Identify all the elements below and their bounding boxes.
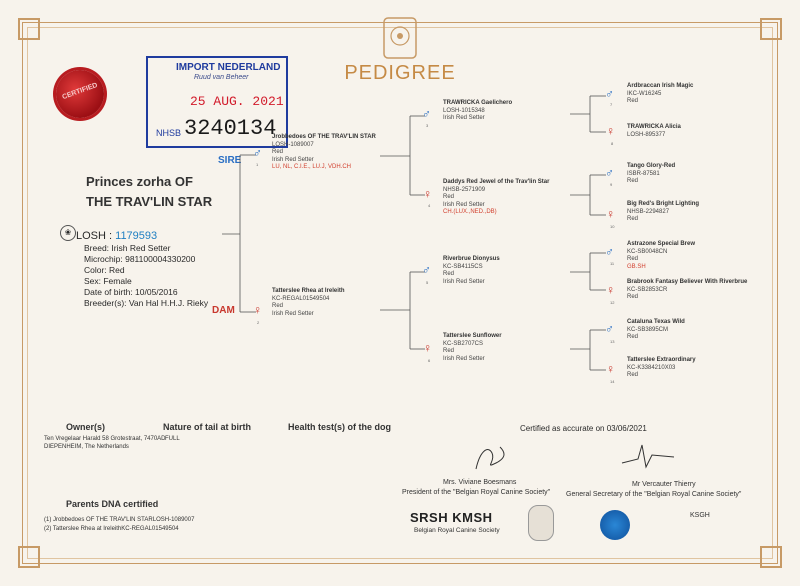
owner-text: Ten Vregelaar Harald 58 Grotestraat, 7470AD DIEPENHEIM, The Netherlands xyxy=(44,436,166,450)
ancestor-reg: LOSH-895377 xyxy=(627,131,666,138)
ancestor-color: Red xyxy=(627,98,639,104)
tail-header: Nature of tail at birth xyxy=(163,422,252,432)
stamp-number: 3240134 xyxy=(184,116,277,141)
ancestor-name: Brabrook Fantasy Believer With Riverbrue xyxy=(627,279,748,285)
ancestor-reg: LOSH-1015348 xyxy=(443,107,485,114)
male-icon: ♂ xyxy=(605,87,614,101)
ancestor-name: Big Red's Bright Lighting xyxy=(627,201,700,207)
sig2-name: Mr Vercauter Thierry xyxy=(632,481,696,488)
ancestor-name: Cataluna Texas Wild xyxy=(627,319,685,325)
ancestor-reg: KC-SB2707CS xyxy=(443,340,484,347)
date-of-birth: Date of birth: 10/05/2016 xyxy=(84,287,178,297)
sex: Sex: Female xyxy=(84,276,132,286)
ancestor-reg: NHSB-2571909 xyxy=(443,186,486,193)
ancestor-color: Red xyxy=(627,216,639,222)
tail-value: FULL xyxy=(165,436,180,442)
male-icon: ♂ xyxy=(605,322,614,336)
ancestor-index: 13 xyxy=(610,339,615,344)
sig1-name: Mrs. Viviane Boesmans xyxy=(443,479,517,486)
ancestor-entry xyxy=(443,179,573,217)
female-icon: ♀ xyxy=(253,303,262,317)
ksgh-logo: KSGH xyxy=(690,512,710,519)
ancestor-name: Daddys Red Jewel of the Trav'lin Star xyxy=(443,179,550,185)
ancestor-color: Red xyxy=(443,194,455,200)
seal-text: CERTIFIED xyxy=(61,81,99,102)
ancestor-titles: CH.(LUX.,NED.,DB) xyxy=(443,209,497,215)
female-icon: ♀ xyxy=(423,187,432,201)
sire-entry xyxy=(272,134,392,172)
srsh-kmsh-logo: SRSH KMSH xyxy=(410,510,493,525)
ancestor-color: Red xyxy=(443,271,455,277)
signature-secretary xyxy=(618,441,678,475)
ancestor-color: Red xyxy=(627,294,639,300)
ancestor-entry xyxy=(627,241,777,271)
breed: Breed: Irish Red Setter xyxy=(84,243,171,253)
ancestor-breed: Irish Red Setter xyxy=(443,201,485,208)
ancestor-name: Tango Glory-Red xyxy=(627,163,676,169)
ancestor-index: 7 xyxy=(610,102,613,107)
ancestor-color: Red xyxy=(627,334,639,340)
ancestor-index: 9 xyxy=(610,182,613,187)
signature-president xyxy=(470,443,510,473)
male-icon: ♂ xyxy=(605,245,614,259)
dog-name: Princes zorha OF THE TRAV'LIN STAR xyxy=(86,174,213,209)
ancestor-name: Tatterslee Rhea at Ireleith xyxy=(272,288,345,294)
ancestor-index: 14 xyxy=(610,379,615,384)
ancestor-index: 6 xyxy=(428,358,431,363)
certified-date: 03/06/2021 xyxy=(606,424,647,433)
ancestor-entry xyxy=(443,100,573,123)
stamp-title: IMPORT NEDERLAND xyxy=(176,62,281,73)
ancestor-reg: NHSB-2294827 xyxy=(627,208,670,215)
ancestor-name: Astrazone Special Brew xyxy=(627,241,696,247)
male-icon: ♂ xyxy=(422,263,431,277)
ancestor-breed: Irish Red Setter xyxy=(443,278,485,285)
owner-header: Owner(s) xyxy=(66,422,106,432)
microchip: Microchip: 981100004330200 xyxy=(84,254,196,264)
ancestor-index: 10 xyxy=(610,224,615,229)
ancestor-name: TRAWRICKA Gaelichero xyxy=(443,100,513,106)
ancestor-reg: KC-SB3895CM xyxy=(627,326,669,333)
male-icon: ♂ xyxy=(253,146,262,160)
dna-parent-2: (2) Tatterslee Rhea at IreleithKC-REGAL01549504 xyxy=(44,526,179,532)
stamp-signature: Ruud van Beheer xyxy=(194,74,249,81)
ancestor-name: Jrobbedoes OF THE TRAV'LIN STAR xyxy=(272,134,376,140)
sig2-title: General Secretary of the "Belgian Royal Canine Society" xyxy=(566,491,742,498)
sire-label: SIRE xyxy=(218,155,242,166)
ancestor-entry xyxy=(627,163,777,186)
ancestor-color: Red xyxy=(627,178,639,184)
dna-header: Parents DNA certified xyxy=(66,499,159,509)
ancestor-name: TRAWRICKA Alicia xyxy=(627,124,681,130)
ancestor-titles: LU, NL, C.I.E., LU.J, VDH.CH xyxy=(272,164,352,170)
ancestor-color: Red xyxy=(443,348,455,354)
ancestor-entry xyxy=(627,319,777,342)
srsh-subtitle: Belgian Royal Canine Society xyxy=(414,527,500,534)
female-icon: ♀ xyxy=(423,341,432,355)
ancestor-name: Tatterslee Extraordinary xyxy=(627,357,696,363)
ancestor-color: Red xyxy=(272,303,284,309)
ancestor-reg: KC-SB4115CS xyxy=(443,263,483,270)
ancestor-reg: KC-REGAL01549504 xyxy=(272,295,330,302)
ancestor-reg: KC-SB2853CR xyxy=(627,286,668,293)
certified-text: Certified as accurate on xyxy=(520,424,605,433)
ancestor-index: 2 xyxy=(257,320,260,325)
male-icon: ♂ xyxy=(422,107,431,121)
ancestor-entry xyxy=(627,201,777,224)
ancestor-reg: KC-K3384210X03 xyxy=(627,364,676,371)
ancestor-index: 12 xyxy=(610,300,615,305)
female-icon: ♀ xyxy=(606,124,615,138)
ancestor-breed: Irish Red Setter xyxy=(443,355,485,362)
ancestor-entry xyxy=(627,83,777,106)
health-header: Health test(s) of the dog xyxy=(288,422,391,432)
sig1-title: President of the "Belgian Royal Canine Society" xyxy=(402,489,551,496)
ancestor-name: Tatterslee Sunflower xyxy=(443,333,502,339)
ancestor-reg: IKC-W16245 xyxy=(627,90,662,97)
page-title: PEDIGREE xyxy=(344,62,456,84)
male-icon: ♂ xyxy=(605,166,614,180)
dam-entry xyxy=(272,288,392,318)
ancestor-titles: GB.SH xyxy=(627,263,646,270)
dam-label: DAM xyxy=(212,305,235,316)
ancestor-entry xyxy=(443,256,573,286)
ancestor-entry xyxy=(627,357,777,380)
female-icon: ♀ xyxy=(606,362,615,376)
ancestor-color: Red xyxy=(272,149,284,155)
ancestor-entry xyxy=(443,333,573,363)
losh-number: 1179593 xyxy=(115,230,158,242)
ancestor-reg: LOSH-1089007 xyxy=(272,141,314,148)
stamp-date: 25 AUG. 2021 xyxy=(190,94,284,109)
ancestor-index: 1 xyxy=(256,162,259,167)
ancestor-entry xyxy=(627,124,777,139)
female-icon: ♀ xyxy=(606,283,615,297)
ancestor-name: Riverbrue Dionysus xyxy=(443,256,500,262)
ancestor-reg: ISBR-87581 xyxy=(627,170,660,177)
ancestor-name: Ardbraccan Irish Magic xyxy=(627,83,694,89)
ancestor-color: Red xyxy=(627,372,639,378)
ancestor-reg: KC-SB0048CN xyxy=(627,248,668,255)
ancestor-entry xyxy=(627,279,777,302)
dna-parent-1: (1) Jrobbedoes OF THE TRAV'LIN STARLOSH-1089007 xyxy=(44,517,195,523)
paw-icon: ❀ xyxy=(60,225,76,241)
ancestor-breed: Irish Red Setter xyxy=(272,310,314,317)
breeder: Breeder(s): Van Hal H.H.J. Rieky xyxy=(84,298,209,308)
ancestor-index: 11 xyxy=(610,261,615,266)
ancestor-breed: Irish Red Setter xyxy=(443,115,485,121)
ancestor-color: Red xyxy=(627,256,639,262)
ancestor-index: 8 xyxy=(611,141,614,146)
stamp-registry: NHSB xyxy=(156,128,182,138)
color: Color: Red xyxy=(84,265,125,275)
female-icon: ♀ xyxy=(606,207,615,221)
certified-line xyxy=(520,424,647,433)
ancestor-index: 5 xyxy=(426,280,429,285)
ancestor-index: 4 xyxy=(428,203,431,208)
fci-logo-icon xyxy=(600,510,630,540)
ancestor-breed: Irish Red Setter xyxy=(272,156,314,163)
ancestor-index: 3 xyxy=(426,123,429,128)
society-badge-icon xyxy=(528,505,554,541)
losh-label: LOSH : xyxy=(76,230,113,242)
